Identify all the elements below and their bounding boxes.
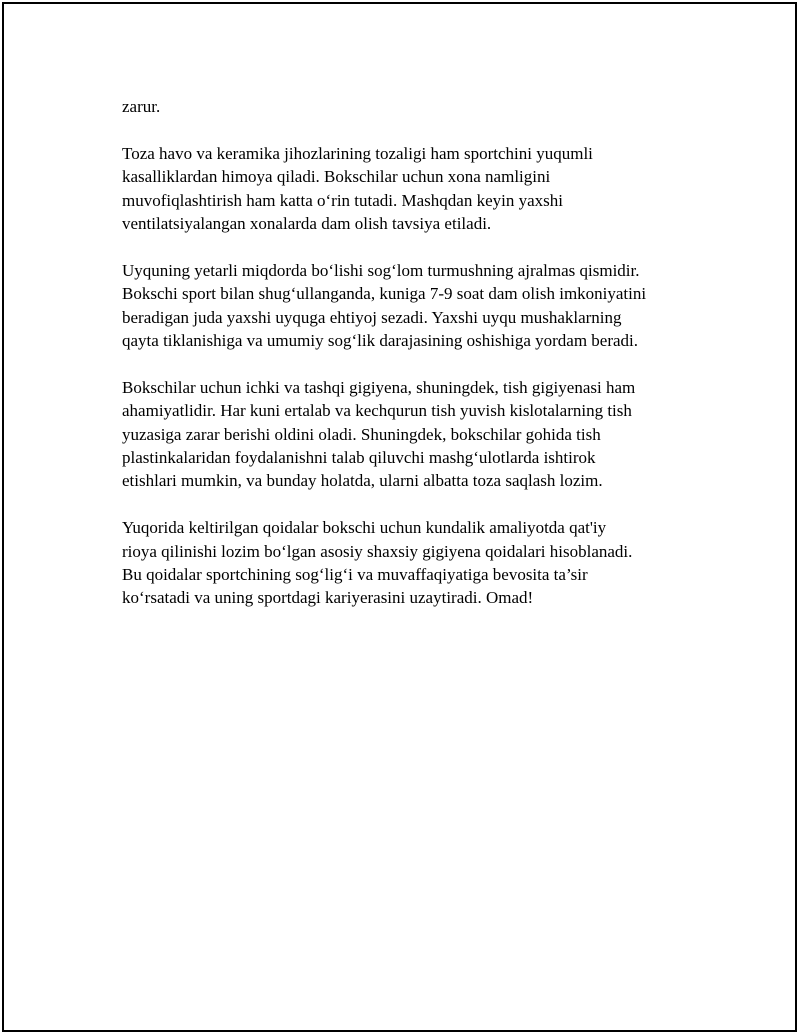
paragraph-conclusion: Yuqorida keltirilgan qoidalar bokschi uchun kundalik amaliyotda qat'iy rioya qilinishi lozim bo‘lgan asosiy shaxsiy gigiyena qoidalari hisoblanadi. Bu qoidalar sportchining sog‘lig‘i va muvaffaqiyatiga bevosita ta’sir ko‘rsatadi va uning sportdagi kariyerasini uzaytiradi. Omad! — [122, 518, 633, 608]
paragraph-sleep: Uyquning yetarli miqdorda bo‘lishi sog‘lom turmushning ajralmas qismidir. Bokschi sport bilan shug‘ullanganda, kuniga 7-9 soat dam olish imkoniyatini beradigan juda yaxshi uyquga ehtiyoj sezadi. Yaxshi uyqu mushaklarning qayta tiklanishiga va umumiy sog‘lik darajasining oshishiga yordam beradi. — [122, 260, 647, 351]
paragraph-fresh-air: Toza havo va keramika jihozlarining tozaligi ham sportchini yuqumli kasalliklardan himoya qiladi. Bokschilar uchun xona namligini muvofiqlashtirish ham katta o‘rin tutadi. Mashqdan keyin yaxshi ventilatsiyalangan xonalarda dam olish tavsiya etiladi. — [122, 143, 593, 234]
page-frame — [2, 2, 797, 1032]
document-body — [122, 95, 702, 633]
paragraph-continuation: zarur. — [122, 97, 161, 116]
paragraph-hygiene: Bokschilar uchun ichki va tashqi gigiyena, shuningdek, tish gigiyenasi ham ahamiyatlidir. Har kuni ertalab va kechqurun tish yuvish kislotalarning tish yuzasiga zarar berishi oldini oladi. Shuningdek, bokschilar gohida tish plastinkalaridan foydalanishni talab qiluvchi mashg‘ulotlarda ishtirok etishlari mumkin, va bunday holatda, ularni albatta toza saqlash lozim. — [122, 377, 636, 491]
